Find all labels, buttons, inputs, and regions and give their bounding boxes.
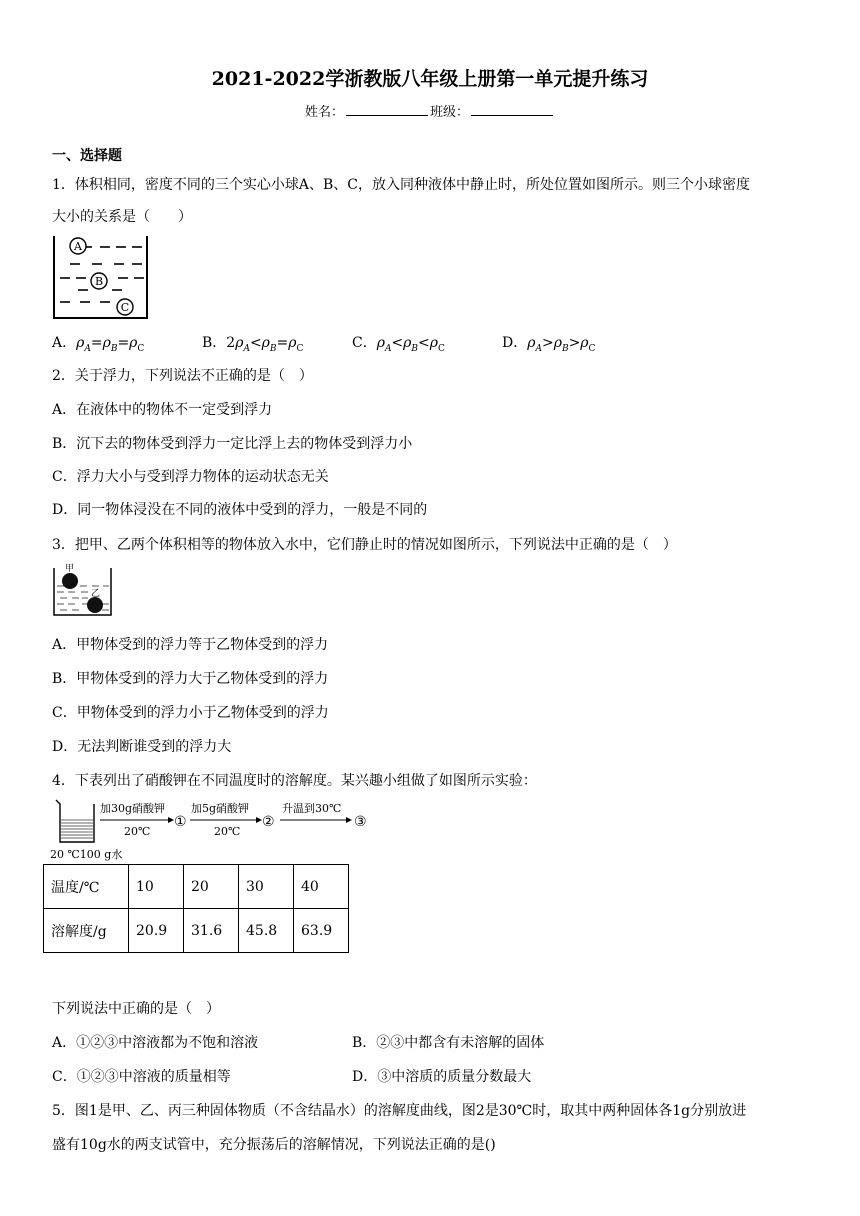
object-jia-label: 甲 xyxy=(65,564,75,574)
class-blank[interactable] xyxy=(471,103,553,116)
mark-3: ③ xyxy=(354,814,367,830)
q3-option-c[interactable]: C．甲物体受到的浮力小于乙物体受到的浮力 xyxy=(52,705,329,721)
q1-option-a[interactable]: A．$\rho_A=\rho_B=\rho_C$ xyxy=(52,335,145,354)
object-yi-label: 乙 xyxy=(91,589,101,599)
q1-option-b[interactable]: B．$2\rho_A<\rho_B=\rho_C$ xyxy=(202,335,304,354)
q1-stem-line2: 大小的关系是（ ） xyxy=(52,209,192,225)
q1-figure-container xyxy=(52,234,150,322)
ball-a-icon xyxy=(70,238,86,254)
q4-option-b[interactable]: B．②③中都含有未溶解的固体 xyxy=(352,1035,545,1051)
q1-stem-line1: 1．体积相同，密度不同的三个实心小球A、B、C，放入同种液体中静止时，所处位置如图所示。则三个小球密度 xyxy=(52,177,751,193)
q4-option-c[interactable]: C．①②③中溶液的质量相等 xyxy=(52,1069,231,1085)
ball-b-icon xyxy=(91,273,107,289)
table-cell: 30 xyxy=(239,865,294,909)
table-cell: 20.9 xyxy=(129,909,184,953)
step1-top-label: 加30g硝酸钾 xyxy=(100,802,166,815)
q2-stem: 2．关于浮力，下列说法不正确的是（ ） xyxy=(52,368,313,384)
name-label: 姓名： xyxy=(304,105,344,120)
q3-option-d[interactable]: D．无法判断谁受到的浮力大 xyxy=(52,739,232,755)
table-row xyxy=(44,909,349,953)
table-cell: 温度/℃ xyxy=(44,865,129,909)
q1-option-c[interactable]: C．$\rho_A<\rho_B<\rho_C$ xyxy=(352,335,445,354)
table-cell: 溶解度/g xyxy=(44,909,129,953)
object-jia-icon xyxy=(62,573,78,589)
q4-option-a[interactable]: A．①②③中溶液都为不饱和溶液 xyxy=(52,1035,259,1051)
table-cell: 63.9 xyxy=(294,909,349,953)
mark-2: ② xyxy=(262,814,275,830)
table-cell: 40 xyxy=(294,865,349,909)
step1-bottom-label: 20℃ xyxy=(124,825,151,838)
q4-prompt: 下列说法中正确的是（ ） xyxy=(52,1001,220,1017)
q2-option-b[interactable]: B．沉下去的物体受到浮力一定比浮上去的物体受到浮力小 xyxy=(52,436,413,452)
step2-top-label: 加5g硝酸钾 xyxy=(191,802,250,815)
table-row xyxy=(44,865,349,909)
section-title: 一、选择题 xyxy=(52,148,122,164)
beaker-icon xyxy=(56,800,94,842)
table-cell: 20 xyxy=(184,865,239,909)
table-cell: 31.6 xyxy=(184,909,239,953)
ball-a-label: A xyxy=(74,240,82,253)
q3-option-a[interactable]: A．甲物体受到的浮力等于乙物体受到的浮力 xyxy=(52,637,329,653)
q3-option-b[interactable]: B．甲物体受到的浮力大于乙物体受到的浮力 xyxy=(52,671,329,687)
ball-c-label: C xyxy=(120,301,130,314)
q4-figure-container xyxy=(50,796,380,862)
table-cell: 45.8 xyxy=(239,909,294,953)
mark-1: ① xyxy=(174,814,187,830)
table-cell: 10 xyxy=(129,865,184,909)
ball-c-icon xyxy=(117,299,133,315)
q4-option-d[interactable]: D．③中溶质的质量分数最大 xyxy=(352,1069,532,1085)
step3-top-label: 升温到30℃ xyxy=(282,802,342,815)
q2-option-d[interactable]: D．同一物体浸没在不同的液体中受到的浮力，一般是不同的 xyxy=(52,502,428,518)
q3-figure-container xyxy=(52,562,114,618)
q2-option-c[interactable]: C．浮力大小与受到浮力物体的运动状态无关 xyxy=(52,469,329,485)
q2-option-a[interactable]: A．在液体中的物体不一定受到浮力 xyxy=(52,402,273,418)
beaker-caption: 20 ℃100 g水 xyxy=(50,848,123,861)
object-yi-icon xyxy=(87,597,103,613)
q4-stem: 4．下表列出了硝酸钾在不同温度时的溶解度。某兴趣小组做了如图所示实验： xyxy=(52,773,537,789)
q3-stem: 3．把甲、乙两个体积相等的物体放入水中，它们静止时的情况如图所示，下列说法中正确的是（ ） xyxy=(52,537,677,553)
ball-b-label: B xyxy=(94,275,104,288)
page-title: 2021-2022学浙教版八年级上册第一单元提升练习 xyxy=(211,68,649,90)
step2-bottom-label: 20℃ xyxy=(214,825,241,838)
q5-stem-line1: 5．图1是甲、乙、丙三种固体物质（不含结晶水）的溶解度曲线，图2是30℃时，取其中两种固体各1g分别放进 xyxy=(52,1103,747,1119)
solubility-table xyxy=(43,864,349,953)
q1-option-d[interactable]: D．$\rho_A>\rho_B>\rho_C$ xyxy=(502,335,596,354)
name-class-line xyxy=(0,101,860,120)
q5-stem-line2: 盛有10g水的两支试管中，充分振荡后的溶解情况，下列说法正确的是() xyxy=(52,1137,496,1153)
class-label: 班级： xyxy=(430,105,470,120)
name-blank[interactable] xyxy=(346,103,428,116)
